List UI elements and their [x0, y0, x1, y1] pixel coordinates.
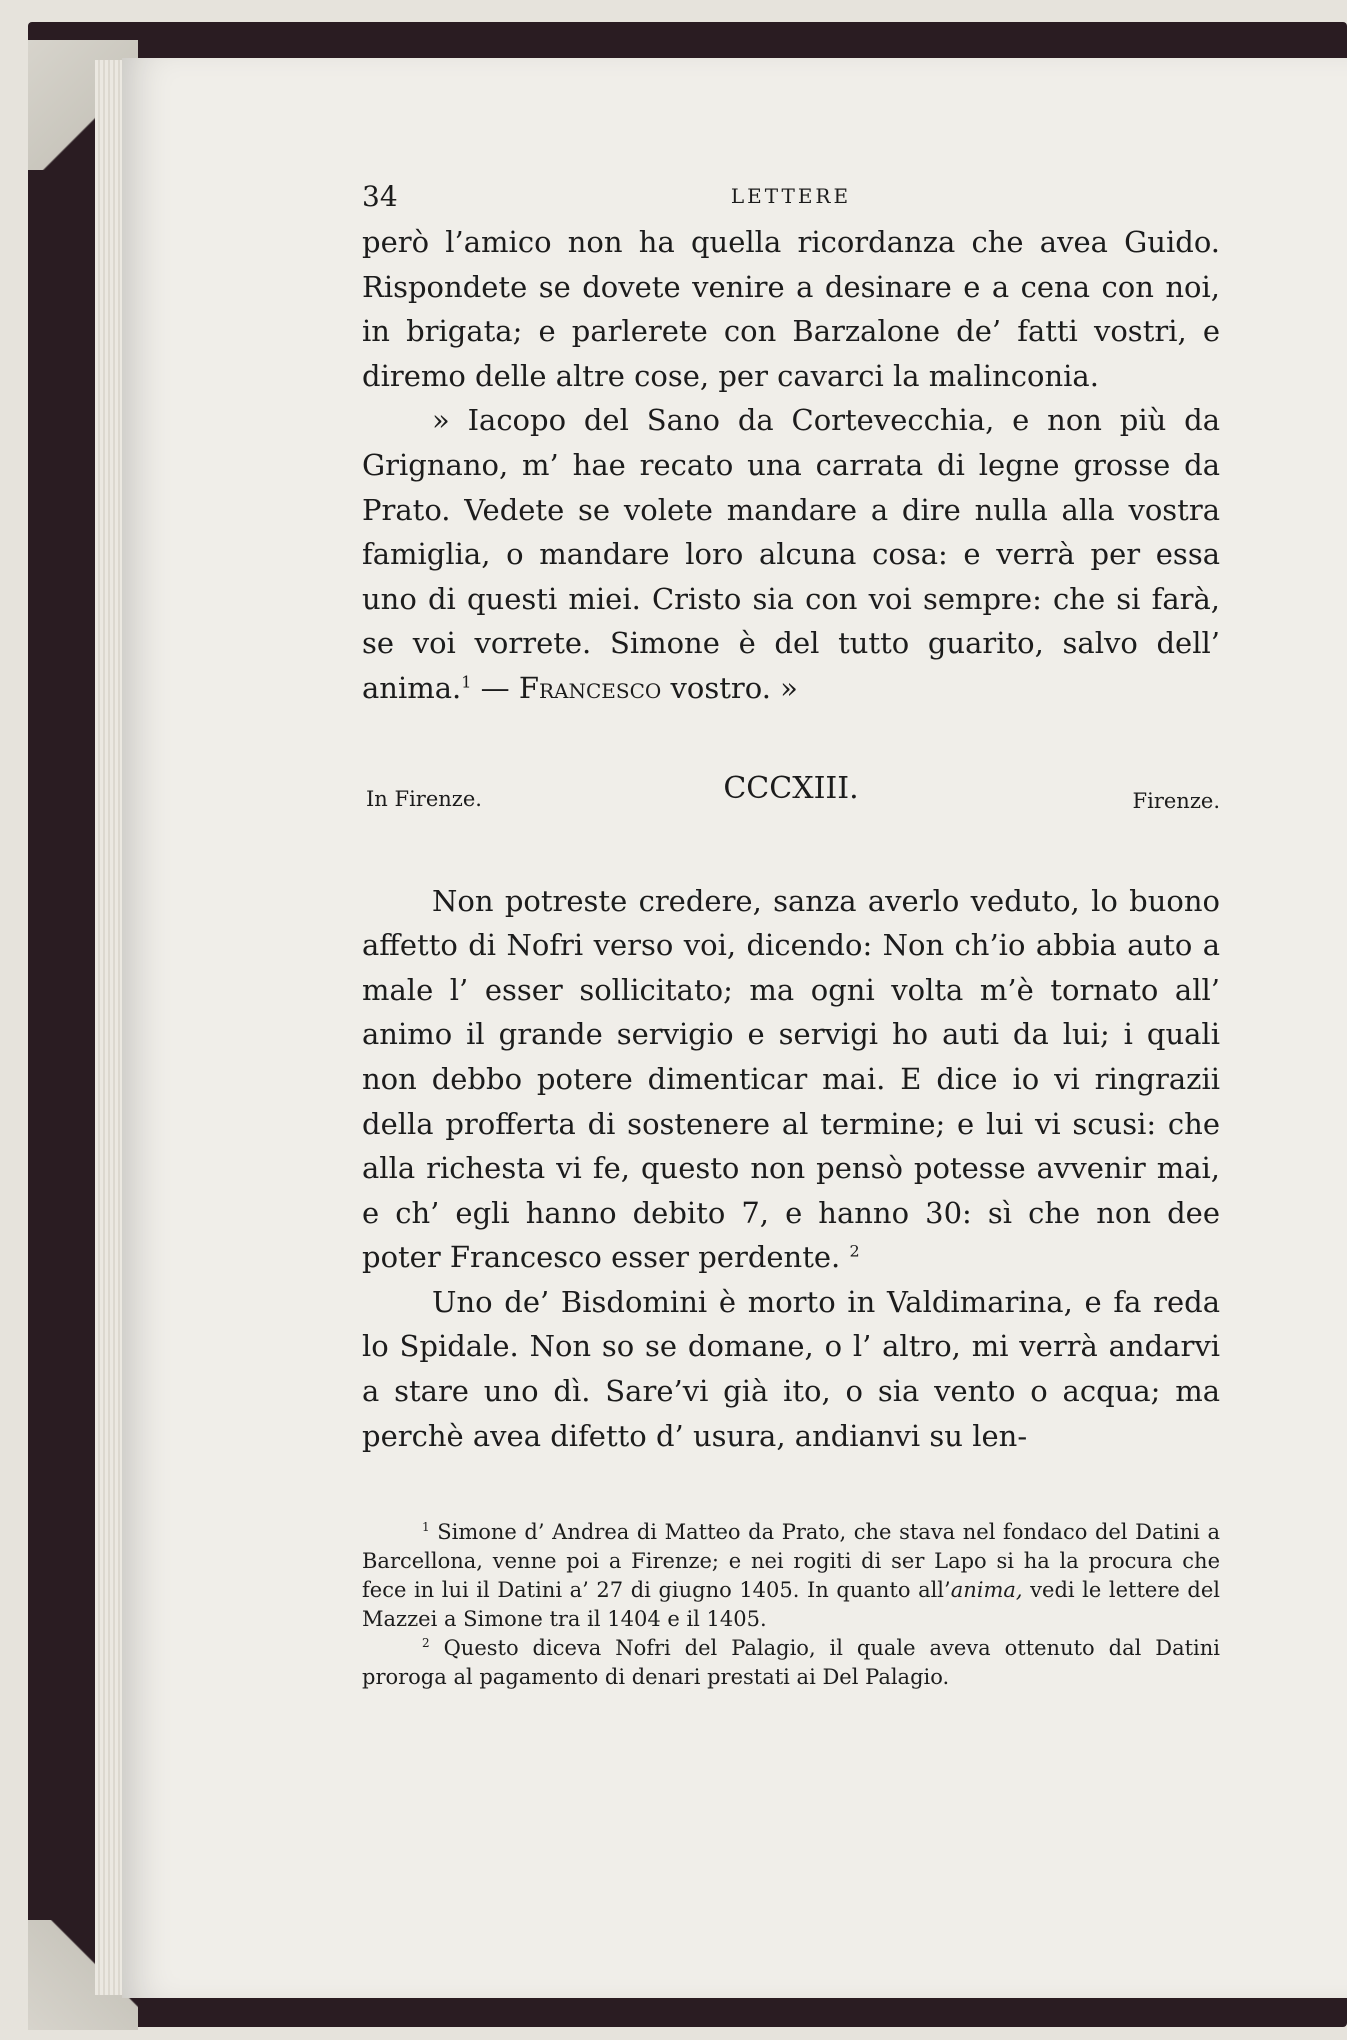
- letter-paragraph-2: Uno de’ Bisdomini è morto in Valdimarina, e fa reda lo Spidale. Non so se domane, o l’ altro, mi verrà andarvi a stare uno dì. Sare’vi già ito, o sia vento o acqua; ma perchè avea difetto d’ usura, andianvi su len-: [362, 1284, 1220, 1453]
- letter-number: CCCXIII.: [723, 770, 859, 806]
- paragraph-text: » Iacopo del Sano da Cortevecchia, e non più da Grignano, m’ hae recato una carrata di legne grosse da Prato. Vedete se volete mandare a dire nulla alla vostra famiglia, o mandare loro alcuna cosa: e verrà per essa uno di questi miei. Cristo sia con voi sempre: che si farà, se voi vorrete. Simone è del tutto guarito, salvo dell’ anima.: [362, 403, 1220, 705]
- footnotes: [362, 1518, 1220, 1692]
- continuation-paragraph-1: però l’amico non ha quella ricordanza che avea Guido. Rispondete se dovete venire a desinare e a cena con noi, in brigata; e parlerete con Barzalone de’ fatti vostri, e diremo delle altre cose, per cavarci la malinconia.: [362, 225, 1220, 393]
- text-block: [362, 180, 1220, 1692]
- footnote-1-end: vedi le lettere del Mazzei a Simone tra il 1404 e il 1405.: [362, 1578, 1220, 1632]
- footnote-mark-1: 1: [422, 1520, 430, 1535]
- letter-header: [362, 771, 1220, 831]
- running-title: LETTERE: [730, 184, 852, 208]
- running-head: [362, 180, 1220, 220]
- footnote-ref-2: 2: [849, 1241, 860, 1261]
- footnote-1: [362, 1518, 1220, 1634]
- footnote-2-text: Questo diceva Nofri del Palagio, il quale aveva ottenuto dal Datini proroga al pagamento di denari prestati ai Del Palagio.: [362, 1636, 1220, 1690]
- footnote-1-text: Simone d’ Andrea di Matteo da Prato, che stava nel fondaco del Datini a Barcellona, venne poi a Firenze; e nei rogiti di ser Lapo si ha la procura che fece in lui il Datini a’ 27 di giugno 1405. In quanto all’: [362, 1520, 1220, 1603]
- dash: —: [471, 670, 519, 705]
- continuation-paragraph-2: [362, 398, 1220, 710]
- paragraph-text: Non potreste credere, sanza averlo veduto, lo buono affetto di Nofri verso voi, dicendo: Non ch’io abbia auto a male l’ esser sollicitato; ma ogni volta m’è tornato all’ animo il grande servigio e servigi ho auti da lui; i quali non debbo potere dimenticar mai. E dice io vi ringrazii della profferta di sostenere al termine; e lui vi scusi: che alla richesta vi fe, questo non pensò potesse avvenir mai, e ch’ egli hanno debito 7, e hanno 30: sì che non dee poter Francesco esser perdente.: [362, 883, 1220, 1275]
- footnote-ref-1: 1: [461, 672, 472, 692]
- footnote-mark-2: 2: [422, 1636, 430, 1651]
- footnote-1-italic: anima,: [950, 1578, 1023, 1603]
- signature-end: vostro. »: [661, 670, 798, 705]
- page-number: 34: [362, 180, 398, 213]
- signature-name: Francesco: [518, 670, 662, 705]
- letter-origin: Firenze.: [1132, 788, 1220, 813]
- footnote-2: [362, 1634, 1220, 1692]
- letter-paragraph-1: [362, 879, 1220, 1280]
- letter-destination: In Firenze.: [366, 786, 482, 811]
